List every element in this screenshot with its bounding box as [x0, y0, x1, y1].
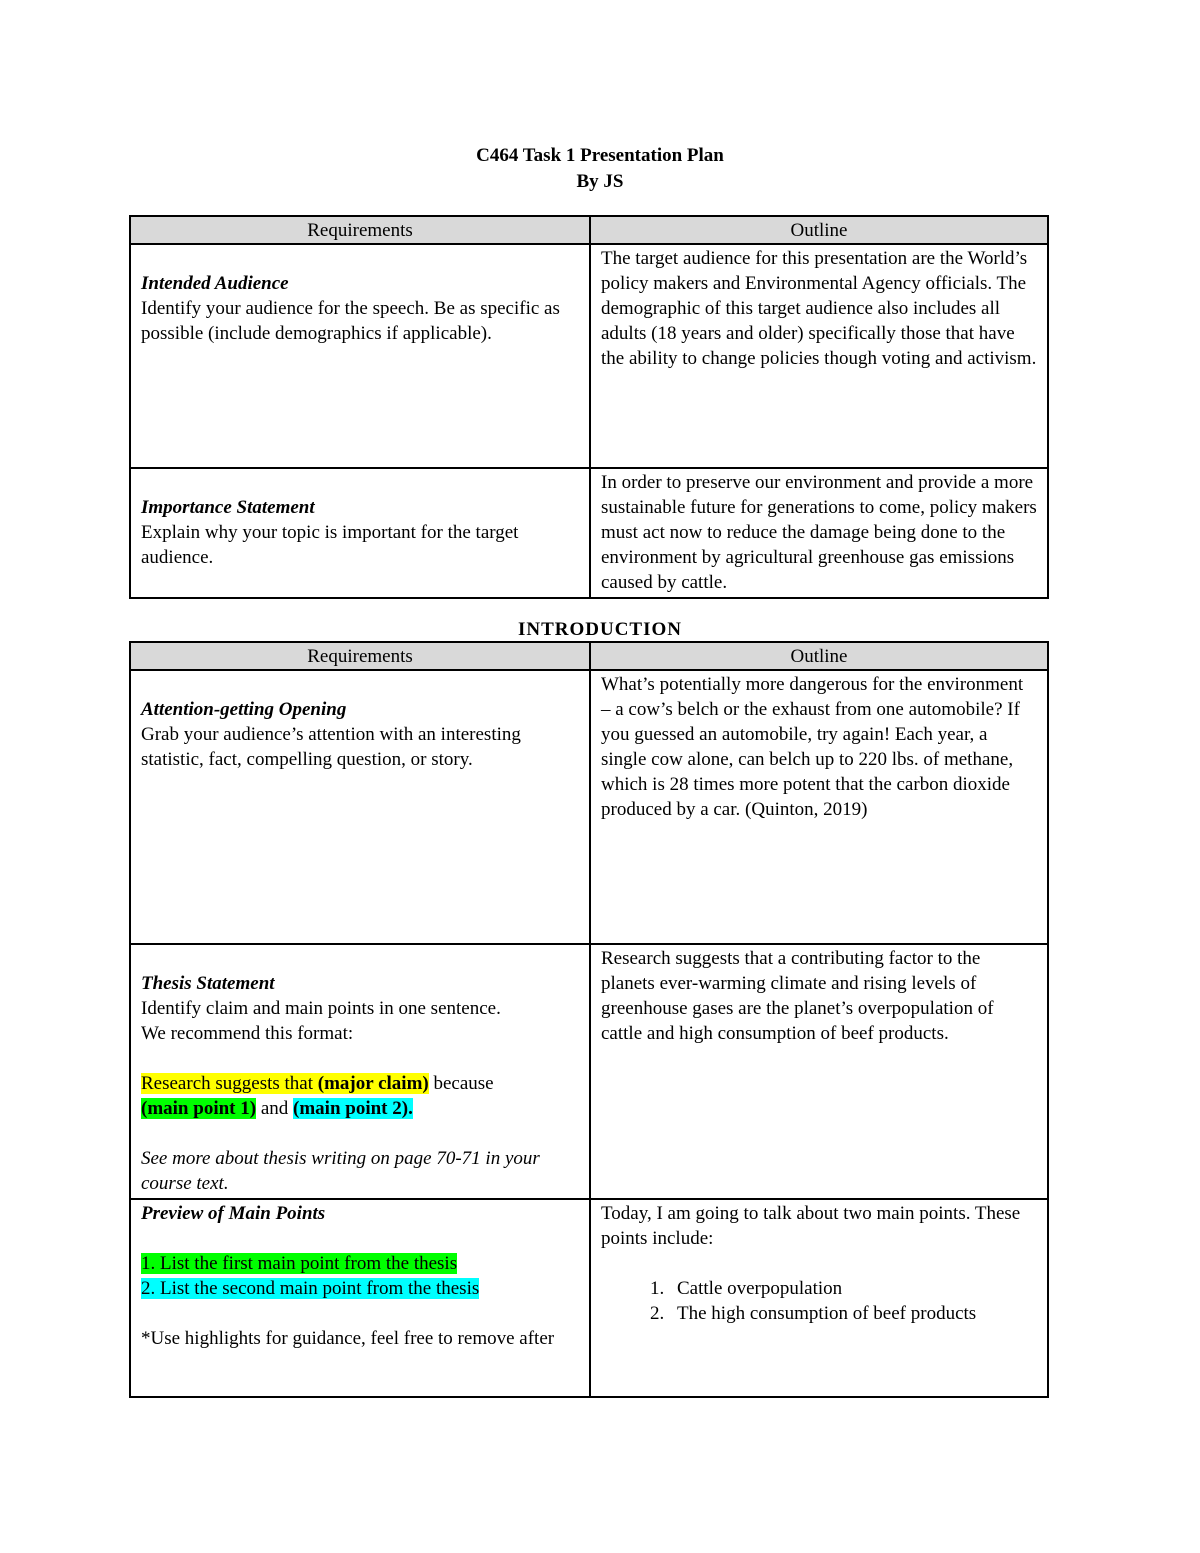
document-title: C464 Task 1 Presentation Plan	[476, 145, 724, 166]
requirement-title: Thesis Statement	[141, 973, 275, 994]
thesis-format-example	[141, 1071, 579, 1121]
requirement-description: Explain why your topic is important for the target audience.	[141, 522, 519, 568]
format-main-point-1: (main point 1)	[141, 1098, 257, 1119]
outline-text: Today, I am going to talk about two main points. These points include:	[601, 1203, 1021, 1249]
outline-cell	[590, 468, 1048, 598]
thesis-note: See more about thesis writing on page 70-71 in your course text.	[141, 1148, 540, 1194]
outline-text: What’s potentially more dangerous for the environment – a cow’s belch or the exhaust from one automobile? If you guessed an automobile, try again! Each year, a single cow alone, can belch up to 220 lbs. of methane, which is 28 times more potent that the carbon dioxide produced by a car. (Quinton, 2019)	[601, 674, 1024, 820]
preview-item-1: 1. List the first main point from the thesis	[141, 1253, 458, 1274]
outline-text: The target audience for this presentation are the World’s policy makers and Environmental Agency officials. The demographic of this target audience also includes all adults (18 years and older) specifically those that have the ability to change policies though voting and activism.	[601, 248, 1037, 369]
requirement-cell	[130, 670, 590, 944]
table-header-row	[130, 642, 1048, 670]
outline-cell	[590, 944, 1048, 1199]
document-author: By JS	[576, 171, 624, 192]
introduction-table	[129, 641, 1049, 1398]
audience-importance-table	[129, 215, 1049, 599]
outline-cell	[590, 244, 1048, 468]
outline-text: In order to preserve our environment and provide a more sustainable future for generations to come, policy makers must act now to reduce the damage being done to the environment by agricultural greenhouse gas emissions caused by cattle.	[601, 472, 1037, 593]
table-row	[130, 670, 1048, 944]
requirement-description: We recommend this format:	[141, 1023, 354, 1044]
table-row	[130, 244, 1048, 468]
list-item: 1. Cattle overpopulation	[669, 1276, 1037, 1301]
requirement-description: Identify claim and main points in one sentence.	[141, 998, 501, 1019]
requirement-cell	[130, 1199, 590, 1397]
format-main-point-2: (main point 2).	[293, 1098, 413, 1119]
requirement-title: Intended Audience	[141, 273, 289, 294]
main-points-list	[601, 1276, 1037, 1326]
preview-item-2: 2. List the second main point from the thesis	[141, 1278, 480, 1299]
requirement-title: Importance Statement	[141, 497, 315, 518]
requirement-description: Identify your audience for the speech. Be as specific as possible (include demographics if applicable).	[141, 298, 560, 344]
format-major-claim: (major claim)	[317, 1073, 429, 1094]
outline-text: Research suggests that a contributing factor to the planets ever-warming climate and rising levels of greenhouse gases are the planet’s overpopulation of cattle and high consumption of beef products.	[601, 948, 994, 1044]
table-row	[130, 944, 1048, 1199]
table-header-row	[130, 216, 1048, 244]
format-because: because	[428, 1073, 494, 1094]
requirement-title: Attention-getting Opening	[141, 699, 347, 720]
outline-header: Outline	[590, 216, 1048, 244]
requirement-title: Preview of Main Points	[141, 1203, 326, 1224]
requirement-cell	[130, 468, 590, 598]
preview-note: *Use highlights for guidance, feel free to remove after	[141, 1328, 555, 1349]
list-item: 2. The high consumption of beef products	[669, 1301, 1037, 1326]
outline-cell	[590, 1199, 1048, 1397]
outline-cell	[590, 670, 1048, 944]
requirement-description: Grab your audience’s attention with an interesting statistic, fact, compelling question, or story.	[141, 724, 521, 770]
requirement-cell	[130, 944, 590, 1199]
table-row	[130, 1199, 1048, 1397]
format-and: and	[256, 1098, 294, 1119]
section-heading: INTRODUCTION	[517, 619, 683, 640]
format-prefix: Research suggests that	[141, 1073, 318, 1094]
requirements-header: Requirements	[130, 642, 590, 670]
requirement-cell	[130, 244, 590, 468]
outline-header: Outline	[590, 642, 1048, 670]
table-row	[130, 468, 1048, 598]
requirements-header: Requirements	[130, 216, 590, 244]
